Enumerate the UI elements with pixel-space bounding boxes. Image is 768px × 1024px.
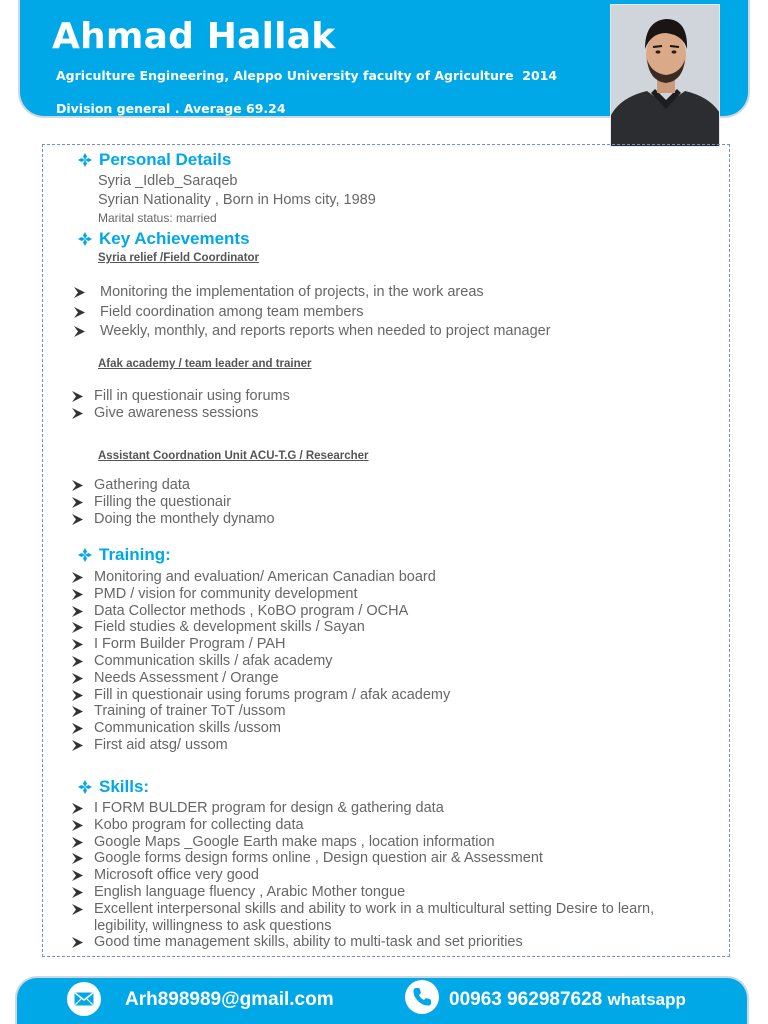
arrow-bullet-icon xyxy=(72,690,83,701)
person-portrait-icon xyxy=(611,5,720,147)
list-item: Fill in questionair using forums xyxy=(72,388,290,405)
role-items-afak xyxy=(72,388,290,422)
list-item: Field studies & development skills / Sayan xyxy=(72,619,450,636)
training-list xyxy=(72,569,450,754)
arrow-bullet-icon xyxy=(72,723,83,734)
role-heading-syria-relief: Syria relief /Field Coordinator xyxy=(98,252,260,264)
arrow-bullet-icon xyxy=(72,820,83,831)
list-item: Weekly, monthly, and reports reports when needed to project manager xyxy=(74,322,551,342)
phone-text: 00963 962987628 xyxy=(449,989,603,1010)
list-item: Data Collector methods , KoBO program / OCHA xyxy=(72,603,450,620)
section-title: Skills: xyxy=(99,777,150,796)
arrow-bullet-icon xyxy=(72,853,83,864)
personal-details-heading xyxy=(78,150,231,170)
skills-list xyxy=(72,800,654,951)
section-title: Personal Details xyxy=(99,150,232,169)
contact-footer xyxy=(15,976,749,1024)
section-title: Key Achievements xyxy=(99,229,250,248)
list-item: Doing the monthely dynamo xyxy=(72,511,275,528)
location-text: Syria _Idleb_Saraqeb xyxy=(98,173,238,189)
section-title: Training: xyxy=(99,545,171,564)
arrow-bullet-icon xyxy=(72,480,83,491)
phone-number[interactable] xyxy=(449,989,686,1011)
whatsapp-label: whatsapp xyxy=(607,990,686,1009)
arrow-bullet-icon xyxy=(72,589,83,600)
profile-photo xyxy=(610,4,720,147)
email-link[interactable]: Arh898989@gmail.com xyxy=(125,989,334,1010)
list-item: Filling the questionair xyxy=(72,494,275,511)
list-item: I Form Builder Program / PAH xyxy=(72,636,450,653)
skills-heading xyxy=(78,777,149,797)
arrow-bullet-icon xyxy=(72,656,83,667)
list-item: Google forms design forms online , Design question air & Assessment xyxy=(72,850,654,867)
training-heading xyxy=(78,545,171,565)
skills-continuation: legibility, willingness to ask questions xyxy=(94,917,332,934)
role-items-syria-relief xyxy=(74,283,551,342)
list-item: Fill in questionair using forums program / afak academy xyxy=(72,687,450,704)
list-item: Communication skills / afak academy xyxy=(72,653,450,670)
arrow-bullet-icon xyxy=(72,514,83,525)
list-item: Give awareness sessions xyxy=(72,405,290,422)
marital-status-text: Marital status: married xyxy=(98,211,217,225)
list-item: Kobo program for collecting data xyxy=(72,817,654,834)
list-item: I FORM BULDER program for design & gathering data xyxy=(72,800,654,817)
arrow-bullet-icon xyxy=(72,572,83,583)
list-item: Monitoring the implementation of projects, in the work areas xyxy=(74,283,551,303)
education-line: Agriculture Engineering, Aleppo University faculty of Agriculture 2014 xyxy=(56,68,558,83)
arrow-bullet-icon xyxy=(72,706,83,717)
arrow-bullet-icon xyxy=(72,937,83,948)
list-item: Good time management skills, ability to multi-task and set priorities xyxy=(72,934,654,951)
role-heading-acu: Assistant Coordnation Unit ACU-T.G / Researcher xyxy=(98,450,369,462)
arrow-bullet-icon xyxy=(72,904,83,915)
arrow-bullet-icon xyxy=(72,639,83,650)
diamond-bullet-icon xyxy=(78,153,92,167)
list-item: Microsoft office very good xyxy=(72,867,654,884)
list-item: First aid atsg/ ussom xyxy=(72,737,450,754)
diamond-bullet-icon xyxy=(78,232,92,246)
arrow-bullet-icon xyxy=(72,497,83,508)
diamond-bullet-icon xyxy=(78,548,92,562)
arrow-bullet-icon xyxy=(72,673,83,684)
role-items-acu xyxy=(72,477,275,527)
list-item: Training of trainer ToT /ussom xyxy=(72,703,450,720)
key-achievements-heading xyxy=(78,229,250,249)
arrow-bullet-icon xyxy=(74,326,85,337)
list-item: Field coordination among team members xyxy=(74,303,551,323)
phone-icon xyxy=(405,980,439,1014)
arrow-bullet-icon xyxy=(72,887,83,898)
arrow-bullet-icon xyxy=(74,287,85,298)
arrow-bullet-icon xyxy=(72,870,83,881)
arrow-bullet-icon xyxy=(72,837,83,848)
list-item: Excellent interpersonal skills and ability to work in a multicultural setting Desire to learn, legibility, willingness to ask questions xyxy=(72,901,654,935)
role-heading-afak: Afak academy / team leader and trainer xyxy=(98,358,312,370)
list-item: PMD / vision for community development xyxy=(72,586,450,603)
arrow-bullet-icon xyxy=(72,408,83,419)
nationality-text: Syrian Nationality , Born in Homs city, 1989 xyxy=(98,192,376,208)
arrow-bullet-icon xyxy=(72,606,83,617)
list-item: English language fluency , Arabic Mother tongue xyxy=(72,884,654,901)
candidate-name: Ahmad Hallak xyxy=(52,16,336,57)
arrow-bullet-icon xyxy=(72,622,83,633)
envelope-icon xyxy=(67,982,101,1016)
arrow-bullet-icon xyxy=(72,740,83,751)
arrow-bullet-icon xyxy=(72,391,83,402)
list-item: Google Maps _Google Earth make maps , location information xyxy=(72,834,654,851)
division-line: Division general . Average 69.24 xyxy=(56,101,286,116)
list-item: Gathering data xyxy=(72,477,275,494)
arrow-bullet-icon xyxy=(74,307,85,318)
list-item: Communication skills /ussom xyxy=(72,720,450,737)
list-item: Monitoring and evaluation/ American Canadian board xyxy=(72,569,450,586)
list-item: Needs Assessment / Orange xyxy=(72,670,450,687)
diamond-bullet-icon xyxy=(78,780,92,794)
arrow-bullet-icon xyxy=(72,803,83,814)
